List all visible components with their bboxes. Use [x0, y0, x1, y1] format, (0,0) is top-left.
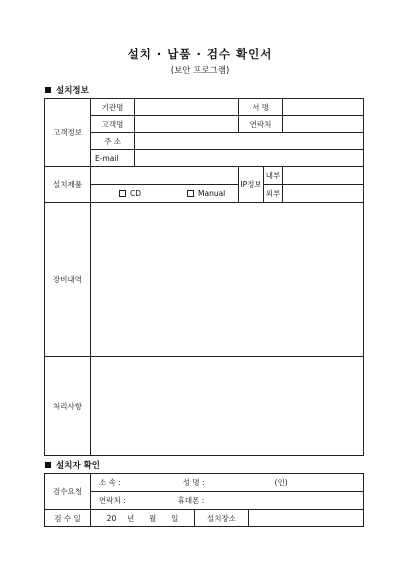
table-row	[45, 474, 364, 492]
signature-label: 서 명	[239, 99, 283, 116]
section-heading-install-info	[45, 84, 89, 96]
product-field[interactable]	[91, 167, 239, 185]
manual-checkbox[interactable]	[187, 190, 194, 197]
square-bullet-icon	[45, 462, 51, 468]
table-row	[45, 510, 364, 527]
table-row	[45, 116, 364, 133]
date-month-unit: 월	[149, 513, 157, 523]
inspection-date-field[interactable]	[91, 510, 195, 527]
processing-field[interactable]	[91, 357, 364, 456]
ip-external-label: 외부	[264, 185, 283, 203]
equipment-table	[44, 202, 364, 456]
square-bullet-icon	[45, 87, 51, 93]
date-year: 20	[106, 513, 117, 523]
ip-external-field[interactable]	[283, 185, 364, 203]
table-row	[45, 133, 364, 150]
document-title: 설치 · 납품 · 검수 확인서	[127, 47, 273, 61]
email-label: E-mail	[91, 150, 135, 167]
document-subtitle: (보안 프로그램)	[170, 66, 230, 76]
name-label: 성 명 :	[182, 478, 205, 487]
seal-label: (인)	[274, 478, 288, 487]
date-day-unit: 일	[171, 513, 179, 523]
customer-info-label: 고객정보	[45, 99, 91, 167]
date-year-unit: 년	[127, 513, 135, 523]
contact-row[interactable]	[91, 492, 364, 510]
mobile-label: 휴대폰 :	[177, 496, 205, 505]
installer-contact-label: 연락처 :	[99, 496, 126, 505]
cd-checkbox[interactable]	[119, 190, 126, 197]
manual-label: Manual	[198, 189, 226, 198]
org-field[interactable]	[135, 99, 239, 116]
address-field[interactable]	[135, 133, 364, 150]
inspection-date-label: 검 수 일	[45, 510, 91, 527]
affiliation-row[interactable]	[91, 474, 364, 492]
product-label: 설치제품	[45, 167, 91, 203]
installer-table	[44, 473, 364, 527]
contact-field[interactable]	[283, 116, 364, 133]
section-heading-label: 설치자 확인	[56, 461, 101, 471]
table-row	[45, 167, 364, 185]
table-row	[45, 203, 364, 357]
equipment-label: 장비내역	[45, 203, 91, 357]
media-options	[91, 185, 239, 203]
table-row	[45, 99, 364, 116]
cd-label: CD	[130, 189, 142, 198]
signature-field[interactable]	[283, 99, 364, 116]
org-label: 기관명	[91, 99, 135, 116]
inspection-request-label: 검수요청	[45, 474, 91, 510]
address-label: 주 소	[91, 133, 135, 150]
contact-label: 연락처	[239, 116, 283, 133]
section-heading-label: 설치정보	[56, 86, 89, 96]
install-place-label: 설치장소	[195, 510, 249, 527]
install-info-table	[44, 98, 364, 167]
ip-internal-label: 내부	[264, 167, 283, 185]
ip-internal-field[interactable]	[283, 167, 364, 185]
section-heading-installer-confirm	[45, 459, 100, 471]
table-row	[45, 150, 364, 167]
table-row	[45, 357, 364, 456]
install-place-field[interactable]	[249, 510, 364, 527]
table-row	[45, 185, 364, 203]
customer-name-label: 고객명	[91, 116, 135, 133]
product-table	[44, 166, 364, 203]
processing-label: 처리사항	[45, 357, 91, 456]
equipment-field[interactable]	[91, 203, 364, 357]
ip-info-label: IP정보	[239, 167, 264, 203]
affiliation-label: 소 속 :	[99, 478, 121, 487]
table-row	[45, 492, 364, 510]
customer-name-field[interactable]	[135, 116, 239, 133]
email-field[interactable]	[135, 150, 364, 167]
